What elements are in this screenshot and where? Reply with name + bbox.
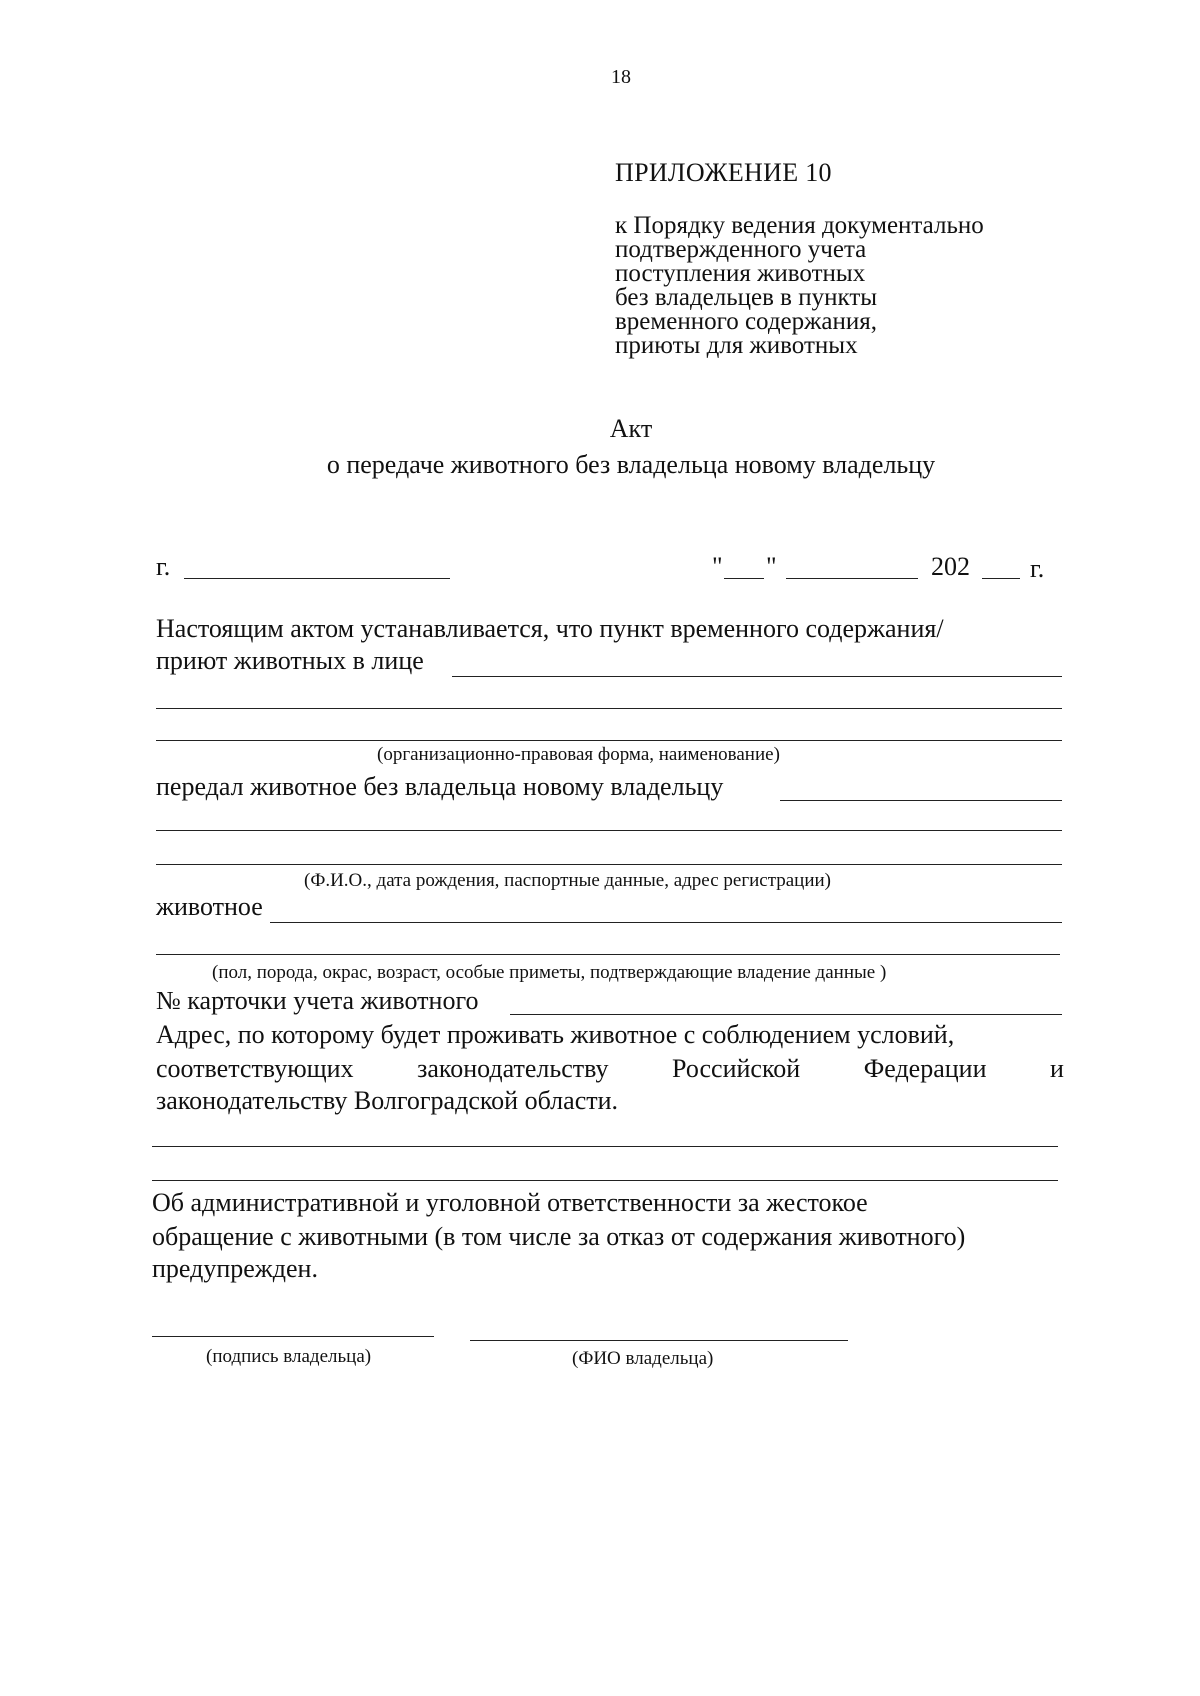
month-field[interactable] — [786, 578, 918, 579]
warning-line-3: предупрежден. — [152, 1254, 318, 1283]
animal-label: животное — [156, 892, 263, 921]
card-number-field[interactable] — [510, 1014, 1062, 1015]
year-field[interactable] — [982, 578, 1020, 579]
address-line-1: Адрес, по которому будет проживать животное с соблюдением условий, — [156, 1020, 955, 1049]
act-subtitle: о передаче животного без владельца новому владельцу — [326, 450, 936, 479]
date-close-quote: " — [766, 552, 777, 581]
address-line-3: законодательству Волгоградской области. — [156, 1086, 619, 1115]
address-word: законодательству — [417, 1054, 609, 1083]
intro-line-1: Настоящим актом устанавливается, что пункт временного содержания/ — [156, 614, 944, 643]
address-word: Российской — [672, 1054, 801, 1083]
annex-subtitle-line: к Порядку ведения документально — [615, 212, 984, 239]
intro-line-2: приют животных в лице — [156, 646, 424, 675]
city-prefix: г. — [156, 552, 171, 581]
address-line-2 — [156, 1054, 1064, 1084]
caption-signature: (подпись владельца) — [206, 1346, 372, 1367]
act-title: Акт — [609, 414, 653, 443]
shelter-org-field-3[interactable] — [156, 740, 1062, 741]
new-owner-field-3[interactable] — [156, 864, 1062, 865]
year-prefix: 202 — [931, 552, 970, 581]
annex-subtitle-line: поступления животных — [615, 260, 866, 287]
card-label: № карточки учета животного — [156, 986, 479, 1015]
annex-subtitle-line: временного содержания, — [615, 308, 878, 335]
date-open-quote: " — [712, 552, 723, 581]
page-number: 18 — [611, 66, 631, 88]
city-field[interactable] — [184, 578, 450, 579]
warning-line-1: Об административной и уголовной ответственности за жестокое — [152, 1188, 868, 1217]
year-suffix: г. — [1030, 554, 1045, 583]
animal-field-1[interactable] — [270, 922, 1062, 923]
owner-signature-field[interactable] — [152, 1336, 434, 1337]
annex-subtitle-line: без владельцев в пункты — [615, 284, 878, 311]
owner-name-field[interactable] — [470, 1340, 848, 1341]
address-field-1[interactable] — [152, 1146, 1058, 1147]
day-field[interactable] — [724, 578, 764, 579]
warning-line-2: обращение с животными (в том числе за отказ от содержания животного) — [152, 1222, 966, 1251]
new-owner-field-2[interactable] — [156, 830, 1062, 831]
caption-animal: (пол, порода, окрас, возраст, особые приметы, подтверждающие владение данные ) — [212, 962, 887, 983]
address-field-2[interactable] — [152, 1180, 1058, 1181]
annex-subtitle-line: приюты для животных — [615, 332, 858, 359]
address-word: Федерации — [863, 1054, 987, 1083]
animal-field-2[interactable] — [156, 954, 1060, 955]
address-word: и — [1050, 1054, 1064, 1083]
caption-org: (организационно-правовая форма, наименование) — [377, 744, 780, 765]
caption-owner: (Ф.И.О., дата рождения, паспортные данные, адрес регистрации) — [304, 870, 832, 891]
transfer-label: передал животное без владельца новому владельцу — [156, 772, 724, 801]
new-owner-field-1[interactable] — [780, 800, 1062, 801]
caption-owner-name: (ФИО владельца) — [572, 1348, 714, 1369]
shelter-org-field-2[interactable] — [156, 708, 1062, 709]
annex-subtitle-line: подтвержденного учета — [615, 236, 867, 263]
annex-subtitle — [615, 214, 984, 358]
shelter-representative-field[interactable] — [452, 676, 1062, 677]
address-word: соответствующих — [156, 1054, 354, 1083]
annex-title: ПРИЛОЖЕНИЕ 10 — [615, 158, 832, 187]
